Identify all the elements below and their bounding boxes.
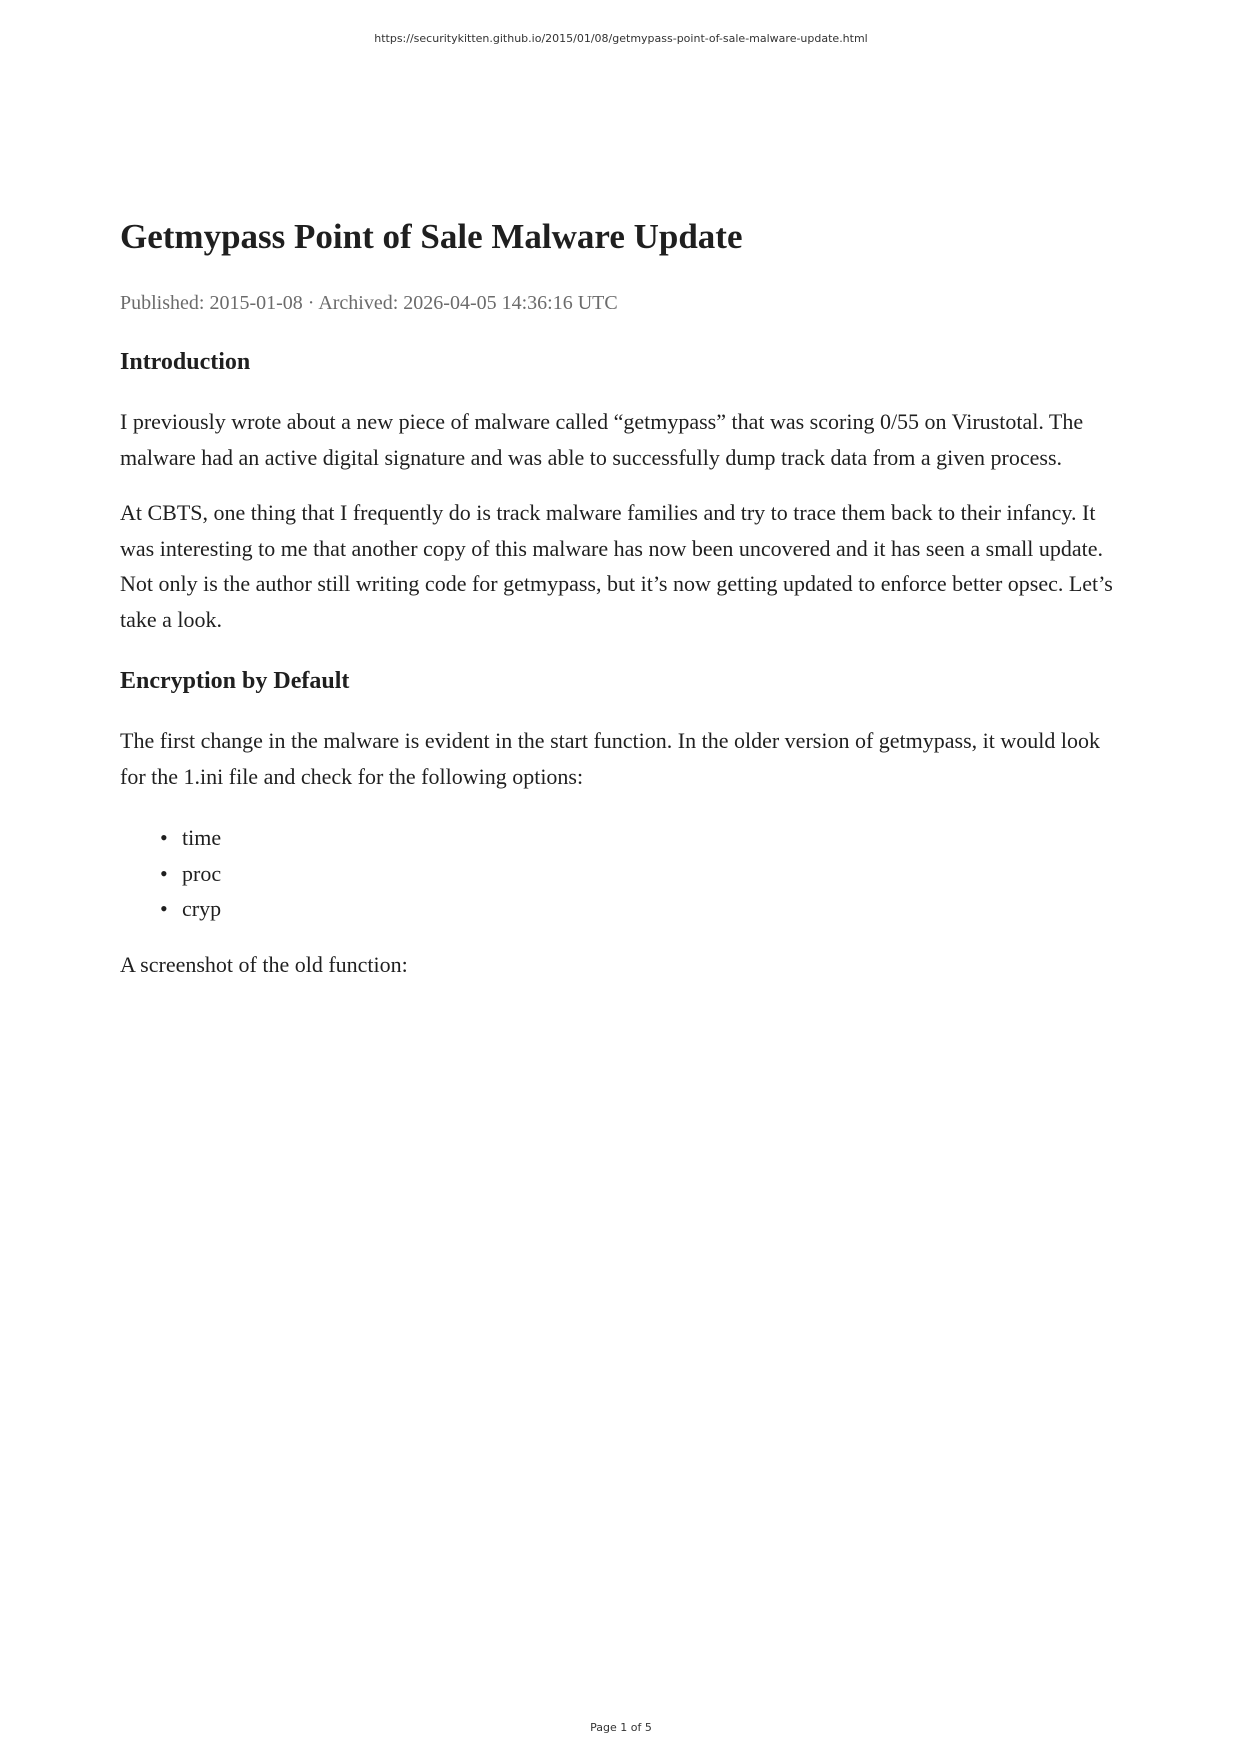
page-number: Page 1 of 5 [590,1721,652,1734]
section-heading-encryption: Encryption by Default [120,668,350,694]
page-url-header: https://securitykitten.github.io/2015/01/08/getmypass-point-of-sale-malware-update.html [374,32,868,45]
bullet-icon: • [160,860,168,886]
list-item [160,856,1120,892]
list-item-label: cryp [182,896,222,921]
options-list [120,820,1120,927]
list-item-label: proc [182,860,222,886]
paragraph: A screenshot of the old function: [120,951,408,977]
paragraph: The first change in the malware is evident in the start function. In the older version of getmypass, it would look for the 1.ini file and check for the following options: [120,728,1100,789]
list-item-label: time [182,825,222,850]
section-heading-introduction: Introduction [120,349,251,375]
list-item [160,891,1120,927]
article-title: Getmypass Point of Sale Malware Update [120,217,743,256]
article [120,212,1120,982]
bullet-icon: • [160,825,168,850]
article-meta: Published: 2015-01-08 · Archived: 2026-04-05 14:36:16 UTC [120,292,618,314]
paragraph: At CBTS, one thing that I frequently do is track malware families and try to trace them back to their infancy. It was interesting to me that another copy of this malware has now been uncovered and it has seen a small update. Not only is the author still writing code for getmypass, but it’s now getting updated to enforce better opsec. Let’s take a look. [120,500,1113,632]
paragraph: I previously wrote about a new piece of malware called “getmypass” that was scoring 0/55 on Virustotal. The malware had an active digital signature and was able to successfully dump track data from a given process. [120,409,1084,470]
bullet-icon: • [160,896,168,921]
list-item [160,820,1120,856]
